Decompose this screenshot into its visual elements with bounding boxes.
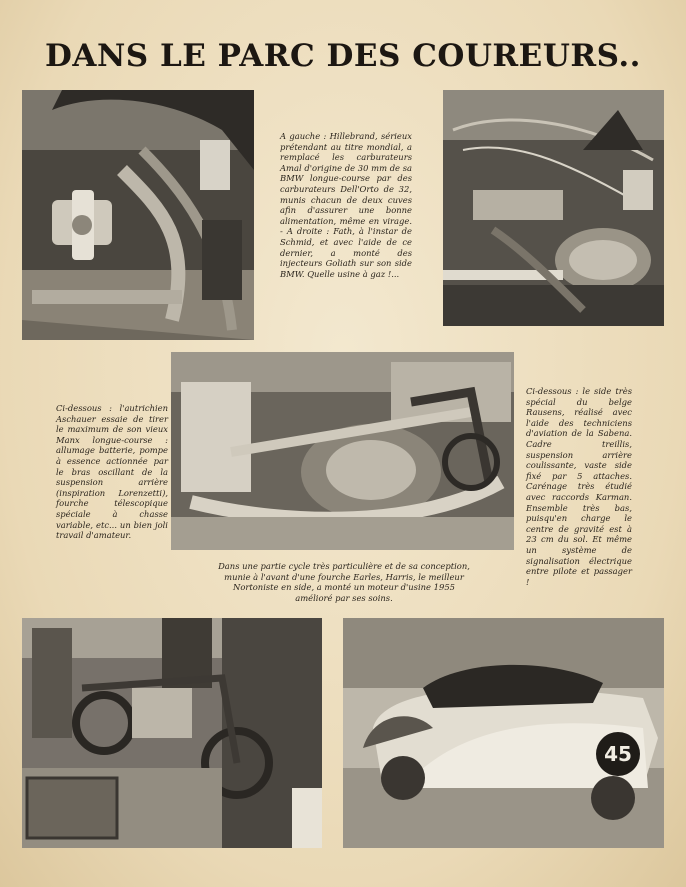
race-number-plate [596, 732, 640, 776]
caption-hillebrand-fath: A gauche : Hillebrand, sérieux prétendant au titre mondial, a remplacé les carburateurs Amal d'origine de 30 mm de sa BMW longue-course par des carburateurs Dell'Orto de 32, munis chacun de deux cuves afin d'assurer une bonne alimentation, même en virage. - A droite : Fath, à l'instar de Schmid, et avec l'aide de ce dernier, a monté des injecteurs Goliath sur son side BMW. Quelle usine à gaz !... [280, 131, 412, 279]
photo-aschauer-manx [22, 618, 322, 848]
photo-hillebrand-bmw-carburetors [22, 90, 254, 340]
photo-rausens-side-45 [343, 618, 664, 848]
page-headline: DANS LE PARC DES COUREURS.. [45, 38, 641, 74]
race-number: 45 [604, 742, 632, 766]
photo-harris-norton-engine [171, 352, 514, 550]
caption-rausens-side: Ci-dessous : le side très spécial du belge Rausens, réalisé avec l'aide des techniciens d'aviation de la Sabena. Cadre treillis, suspension arrière coulissante, vaste side fixé par 5 attaches. Carénage très étudié avec raccords Karman. Ensemble très bas, puisqu'en charge le centre de gravité est à 23 cm du sol. Et même un système de signalisation électrique entre pilote et passager ! [526, 386, 632, 587]
photo-fath-bmw-injectors [443, 90, 664, 326]
caption-aschauer: Ci-dessous : l'autrichien Aschauer essaie de tirer le maximum de son vieux Manx longue-course : allumage batterie, pompe à essence actionnée par le bras oscillant de la suspension arrière (inspiration Lorenzetti), fourche télescopique spéciale à chasse variable, etc... un bien joli travail d'amateur. [56, 403, 168, 541]
caption-harris: Dans une partie cycle très particulière et de sa conception, munie à l'avant d'une fourche Earles, Harris, le meilleur Nortoniste en side, a monté un moteur d'usine 1955 amélioré par ses soins. [218, 561, 470, 603]
